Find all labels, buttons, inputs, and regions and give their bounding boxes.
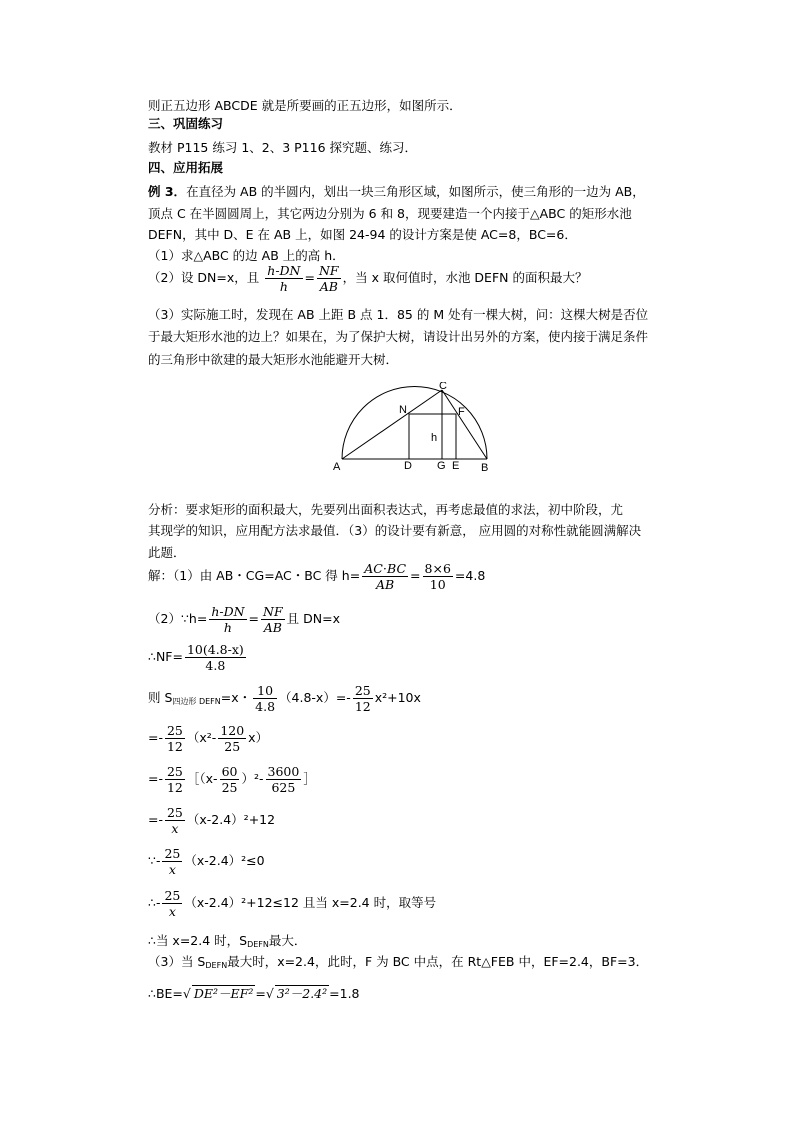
label-B: B [481,462,489,474]
square-root: 3²－2.4² [276,986,328,1001]
text-line: 则正五边形 ABCDE 就是所要画的正五边形，如图所示． [148,98,462,113]
solution-step-7: =- $\frac{25}{x}$ （x-2.4）²+12 [148,805,276,836]
solution-step-9: ∴- $\frac{25}{x}$ （x-2.4）²+12≤12 且当 x=2.4 时，取等号 [148,888,437,919]
section-heading: 四、应用拓展 [148,160,224,175]
question-1: （1）求△ABC 的边 AB 上的高 h． [148,248,345,263]
fraction: $\frac{AC\cdot BC}{AB}$ [364,561,407,592]
fraction: $\frac{120}{25}$ [220,723,245,754]
solution-step-3: ∴NF= $\frac{10(4.8-x)}{4.8}$ [148,642,244,673]
label-A: A [333,461,341,473]
fraction: $\frac{25}{x}$ [166,805,183,836]
text-line: 的三角形中欲建的最大矩形水池能避开大树． [148,352,399,367]
solution-step-11: （3）当 $S_{DEFN}$最大时，x=2.4，此时，F 为 BC 中点，在 Rt△FEB 中，EF=2.4，BF=3． [148,954,649,970]
label-G: G [437,460,446,472]
solution-step-2: （2）∵h= $\frac{h-DN}{h}$ = $\frac{NF}{AB}$ 且 DN=x [148,604,340,635]
fraction: $\frac{25}{12}$ [166,764,183,795]
label-h: h [431,432,438,444]
label-D: D [404,460,412,472]
fraction: $\frac{3600}{625}$ [267,764,300,795]
text-line: DEFN，其中 D、E 在 AB 上，如图 24-94 的设计方案是使 AC=8，BC=6． [148,227,577,242]
label-F: F [458,406,465,418]
solution-step-12: ∴BE=√ DE²－EF² =√ 3²－2.4² =1.8 [148,986,360,1001]
label-E: E [452,460,460,472]
solution-step-6: =- $\frac{25}{12}$ ［（x- $\frac{60}{25}$ ）²- $\frac{3600}{625}$ ］ [148,764,316,795]
solution-step-8: ∵- $\frac{25}{x}$ （x-2.4）²≤0 [148,846,265,877]
square-root: DE²－EF² [193,986,254,1001]
solution-step-4: 则 $S_{四边形 DEFN}=x$・ $\frac{10}{4.8}$ （4.8-x）=- $\frac{25}{12}$ x²+10x [148,683,421,714]
geometry-figure [325,382,505,474]
fraction: $\frac{60}{25}$ [221,764,238,795]
section-heading: 三、巩固练习 [148,116,224,131]
analysis-line: 此题． [148,545,186,560]
semicircle-arc [342,387,487,460]
fraction: $\frac{10}{4.8}$ [255,683,276,714]
fraction: $\frac{25}{x}$ [164,846,181,877]
fraction: $\frac{8\times 6}{10}$ [424,561,451,592]
analysis-line: 其现学的知识，应用配方法求最值．（3）的设计要有新意， 应用圆的对称性就能圆满解决 [148,523,642,538]
solution-step-5: =- $\frac{25}{12}$ （x²- $\frac{120}{25}$ x） [148,723,269,754]
fraction: $\frac{25}{x}$ [164,888,181,919]
fraction: $\frac{h-DN}{h}$ [267,263,301,294]
fraction: $\frac{NF}{AB}$ [318,263,339,294]
side-AC [342,390,442,459]
text-line: 于最大矩形水池的边上？如果在，为了保护大树，请设计出另外的方案，使内接于满足条件 [148,329,649,344]
fraction: $\frac{NF}{AB}$ [263,604,283,635]
side-CB [442,390,487,459]
text-line: 教材 P115 练习 1、2、3 P116 探究题、练习． [148,140,418,155]
text-line: 顶点 C 在半圆圆周上，其它两边分别为 6 和 8，现要建造一个内接于△ABC 的矩形水池 [148,206,632,221]
example-label: 例 3． [148,184,187,199]
label-N: N [399,404,407,416]
text-line: （3）实际施工时，发现在 AB 上距 B 点 1．85 的 M 处有一棵大树，问：这棵大树是否位 [148,307,649,322]
example-line: 例 3．在直径为 AB 的半圆内，划出一块三角形区域，如图所示，使三角形的一边为 AB， [148,184,645,199]
fraction: $\frac{10(4.8-x)}{4.8}$ [186,642,244,673]
fraction: $\frac{25}{12}$ [354,683,371,714]
label-C: C [439,382,447,392]
question-2: （2）设 DN=x，且 $\frac{h-DN}{h}$ = $\frac{NF}{AB}$ ，当 x 取何值时，水池 DEFN 的面积最大？ [148,263,588,294]
fraction: $\frac{h-DN}{h}$ [211,604,245,635]
analysis-line: 分析：要求矩形的面积最大，先要列出面积表达式，再考虑最值的求法，初中阶段，尤 [148,502,624,517]
fraction: $\frac{25}{12}$ [166,723,183,754]
solution-step-10: ∴当 x=2.4 时，$S_{DEFN}$最大． [148,933,307,949]
solution-step-1: 解：（1）由 AB・CG=AC・BC 得 h= $\frac{AC\cdot BC}{AB}$ = $\frac{8\times 6}{10}$ =4.8 [148,561,486,592]
